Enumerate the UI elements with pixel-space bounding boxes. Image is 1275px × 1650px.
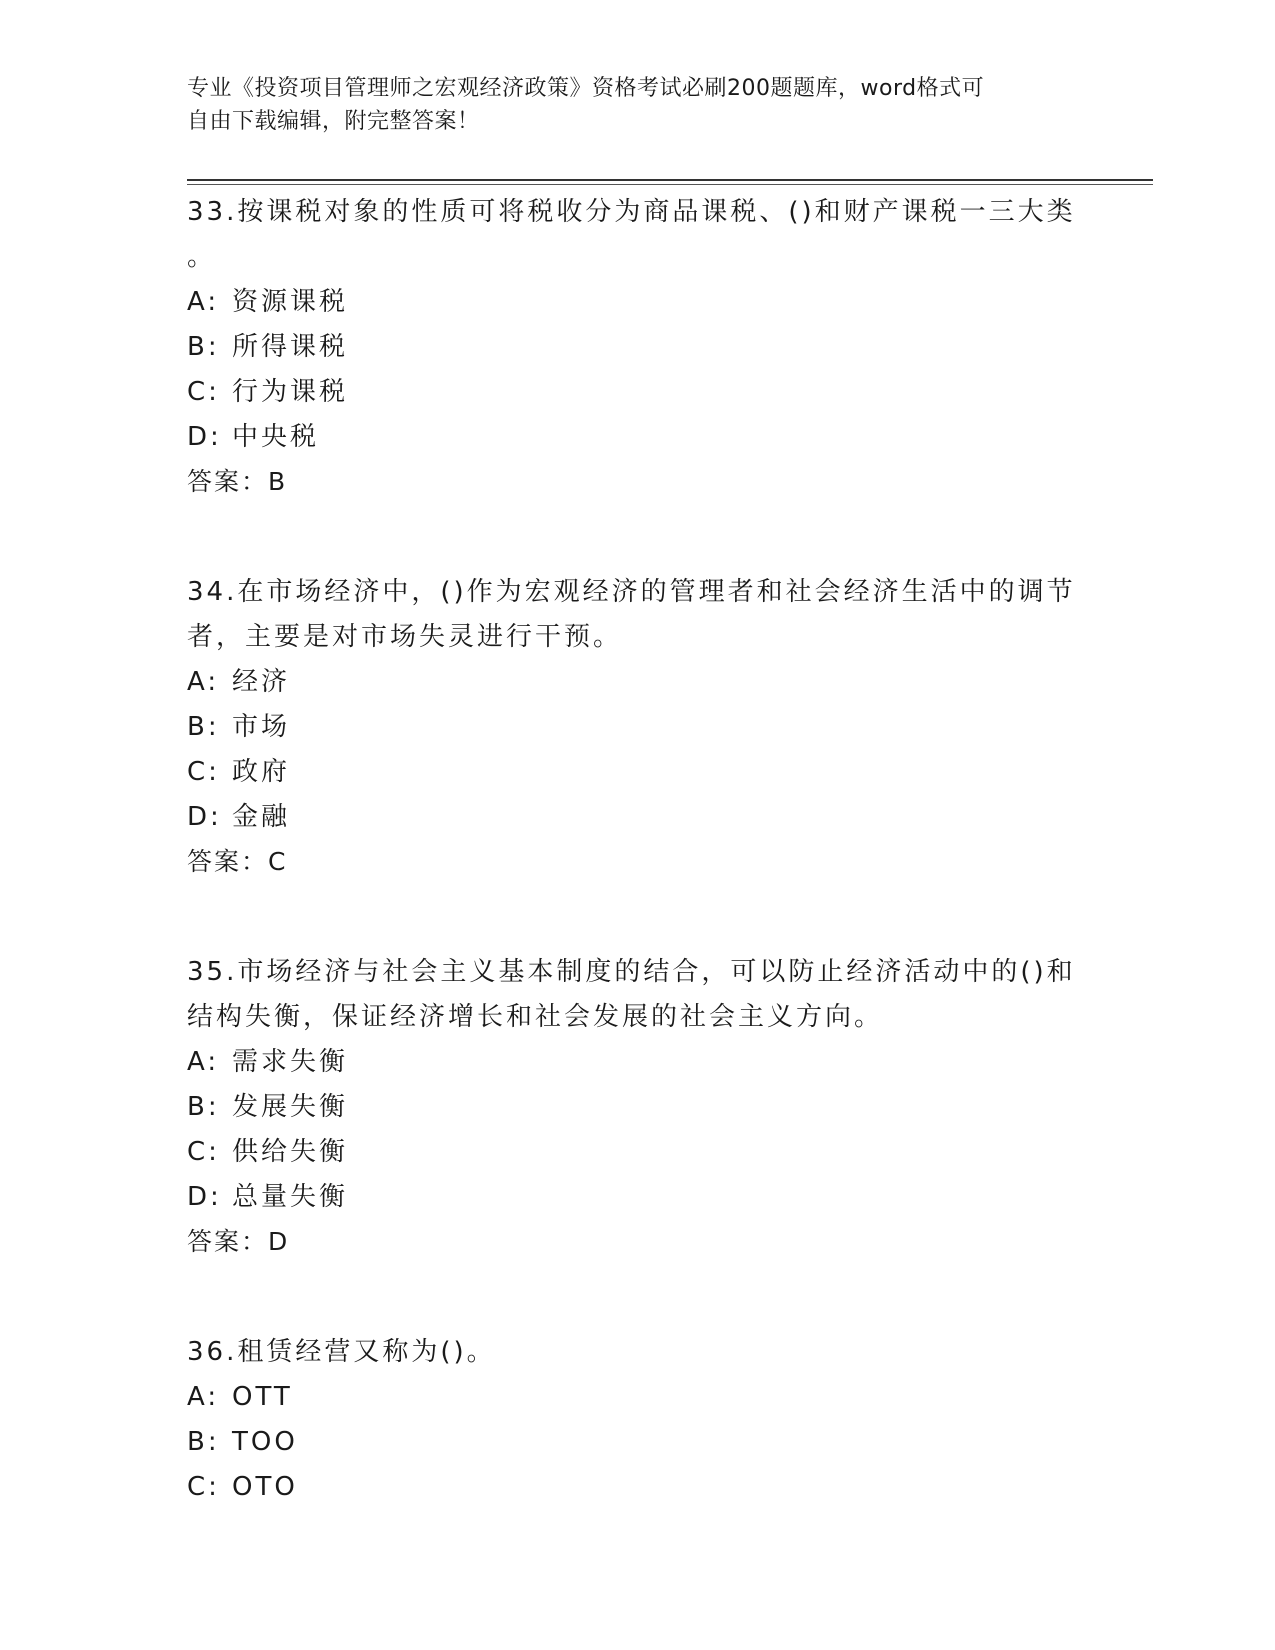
option-letter: C: [187,1137,220,1167]
option-text: 经济 [232,667,291,697]
option-c [187,750,1087,795]
stem-line: 36.租赁经营又称为()。 [187,1337,496,1367]
option-letter: B: [187,712,220,742]
option-c [187,1465,1087,1510]
answer-line [187,460,1087,504]
question-stem [187,950,1087,1040]
option-text: 市场 [232,712,291,742]
option-text: 供给失衡 [232,1137,349,1167]
option-b [187,325,1087,370]
answer-line [187,840,1087,884]
option-a [187,1040,1087,1085]
stem-line: 结构失衡，保证经济增长和社会发展的社会主义方向。 [187,1002,884,1032]
answer-value: B [268,467,287,496]
header-line-1: 专业《投资项目管理师之宏观经济政策》资格考试必刷200题题库，word格式可 [187,76,985,101]
option-a [187,280,1087,325]
header-divider-thin [187,184,1153,185]
document-header [187,72,1087,138]
question-list [187,190,1087,1510]
option-letter: D: [187,802,222,832]
option-c [187,1130,1087,1175]
option-text: 金融 [232,802,291,832]
option-b [187,705,1087,750]
option-letter: B: [187,1092,220,1122]
option-d [187,795,1087,840]
answer-label: 答案： [187,467,269,496]
option-text: 资源课税 [232,287,349,317]
option-text: 行为课税 [232,377,349,407]
question-34 [187,570,1087,884]
option-letter: B: [187,332,220,362]
option-letter: A: [187,667,220,697]
option-text: TOO [232,1427,298,1457]
option-letter: A: [187,1382,220,1412]
option-d [187,1175,1087,1220]
header-divider-thick [187,179,1153,181]
option-text: OTO [232,1472,298,1502]
option-letter: A: [187,287,220,317]
option-letter: C: [187,377,220,407]
option-a [187,1375,1087,1420]
option-letter: C: [187,757,220,787]
question-stem [187,570,1087,660]
option-b [187,1085,1087,1130]
stem-line: 者，主要是对市场失灵进行干预。 [187,622,623,652]
option-d [187,415,1087,460]
answer-line [187,1220,1087,1264]
header-line-2: 自由下载编辑，附完整答案！ [187,109,480,134]
option-text: 中央税 [232,422,320,452]
option-text: 需求失衡 [232,1047,349,1077]
question-stem [187,1330,1087,1375]
option-text: OTT [232,1382,293,1412]
stem-line: 33.按课税对象的性质可将税收分为商品课税、()和财产课税一三大类 [187,197,1076,227]
answer-label: 答案： [187,847,269,876]
question-36 [187,1330,1087,1510]
option-letter: D: [187,422,222,452]
stem-line: 35.市场经济与社会主义基本制度的结合，可以防止经济活动中的()和 [187,957,1076,987]
question-stem [187,190,1087,280]
answer-value: C [268,847,287,876]
option-text: 总量失衡 [232,1182,349,1212]
question-35 [187,950,1087,1264]
option-c [187,370,1087,415]
answer-label: 答案： [187,1227,269,1256]
option-a [187,660,1087,705]
option-text: 所得课税 [232,332,349,362]
stem-line: 。 [187,242,217,272]
option-letter: A: [187,1047,220,1077]
answer-value: D [268,1227,289,1256]
option-b [187,1420,1087,1465]
option-text: 政府 [232,757,291,787]
option-text: 发展失衡 [232,1092,349,1122]
option-letter: D: [187,1182,222,1212]
option-letter: C: [187,1472,220,1502]
stem-line: 34.在市场经济中，()作为宏观经济的管理者和社会经济生活中的调节 [187,577,1076,607]
option-letter: B: [187,1427,220,1457]
question-33 [187,190,1087,504]
